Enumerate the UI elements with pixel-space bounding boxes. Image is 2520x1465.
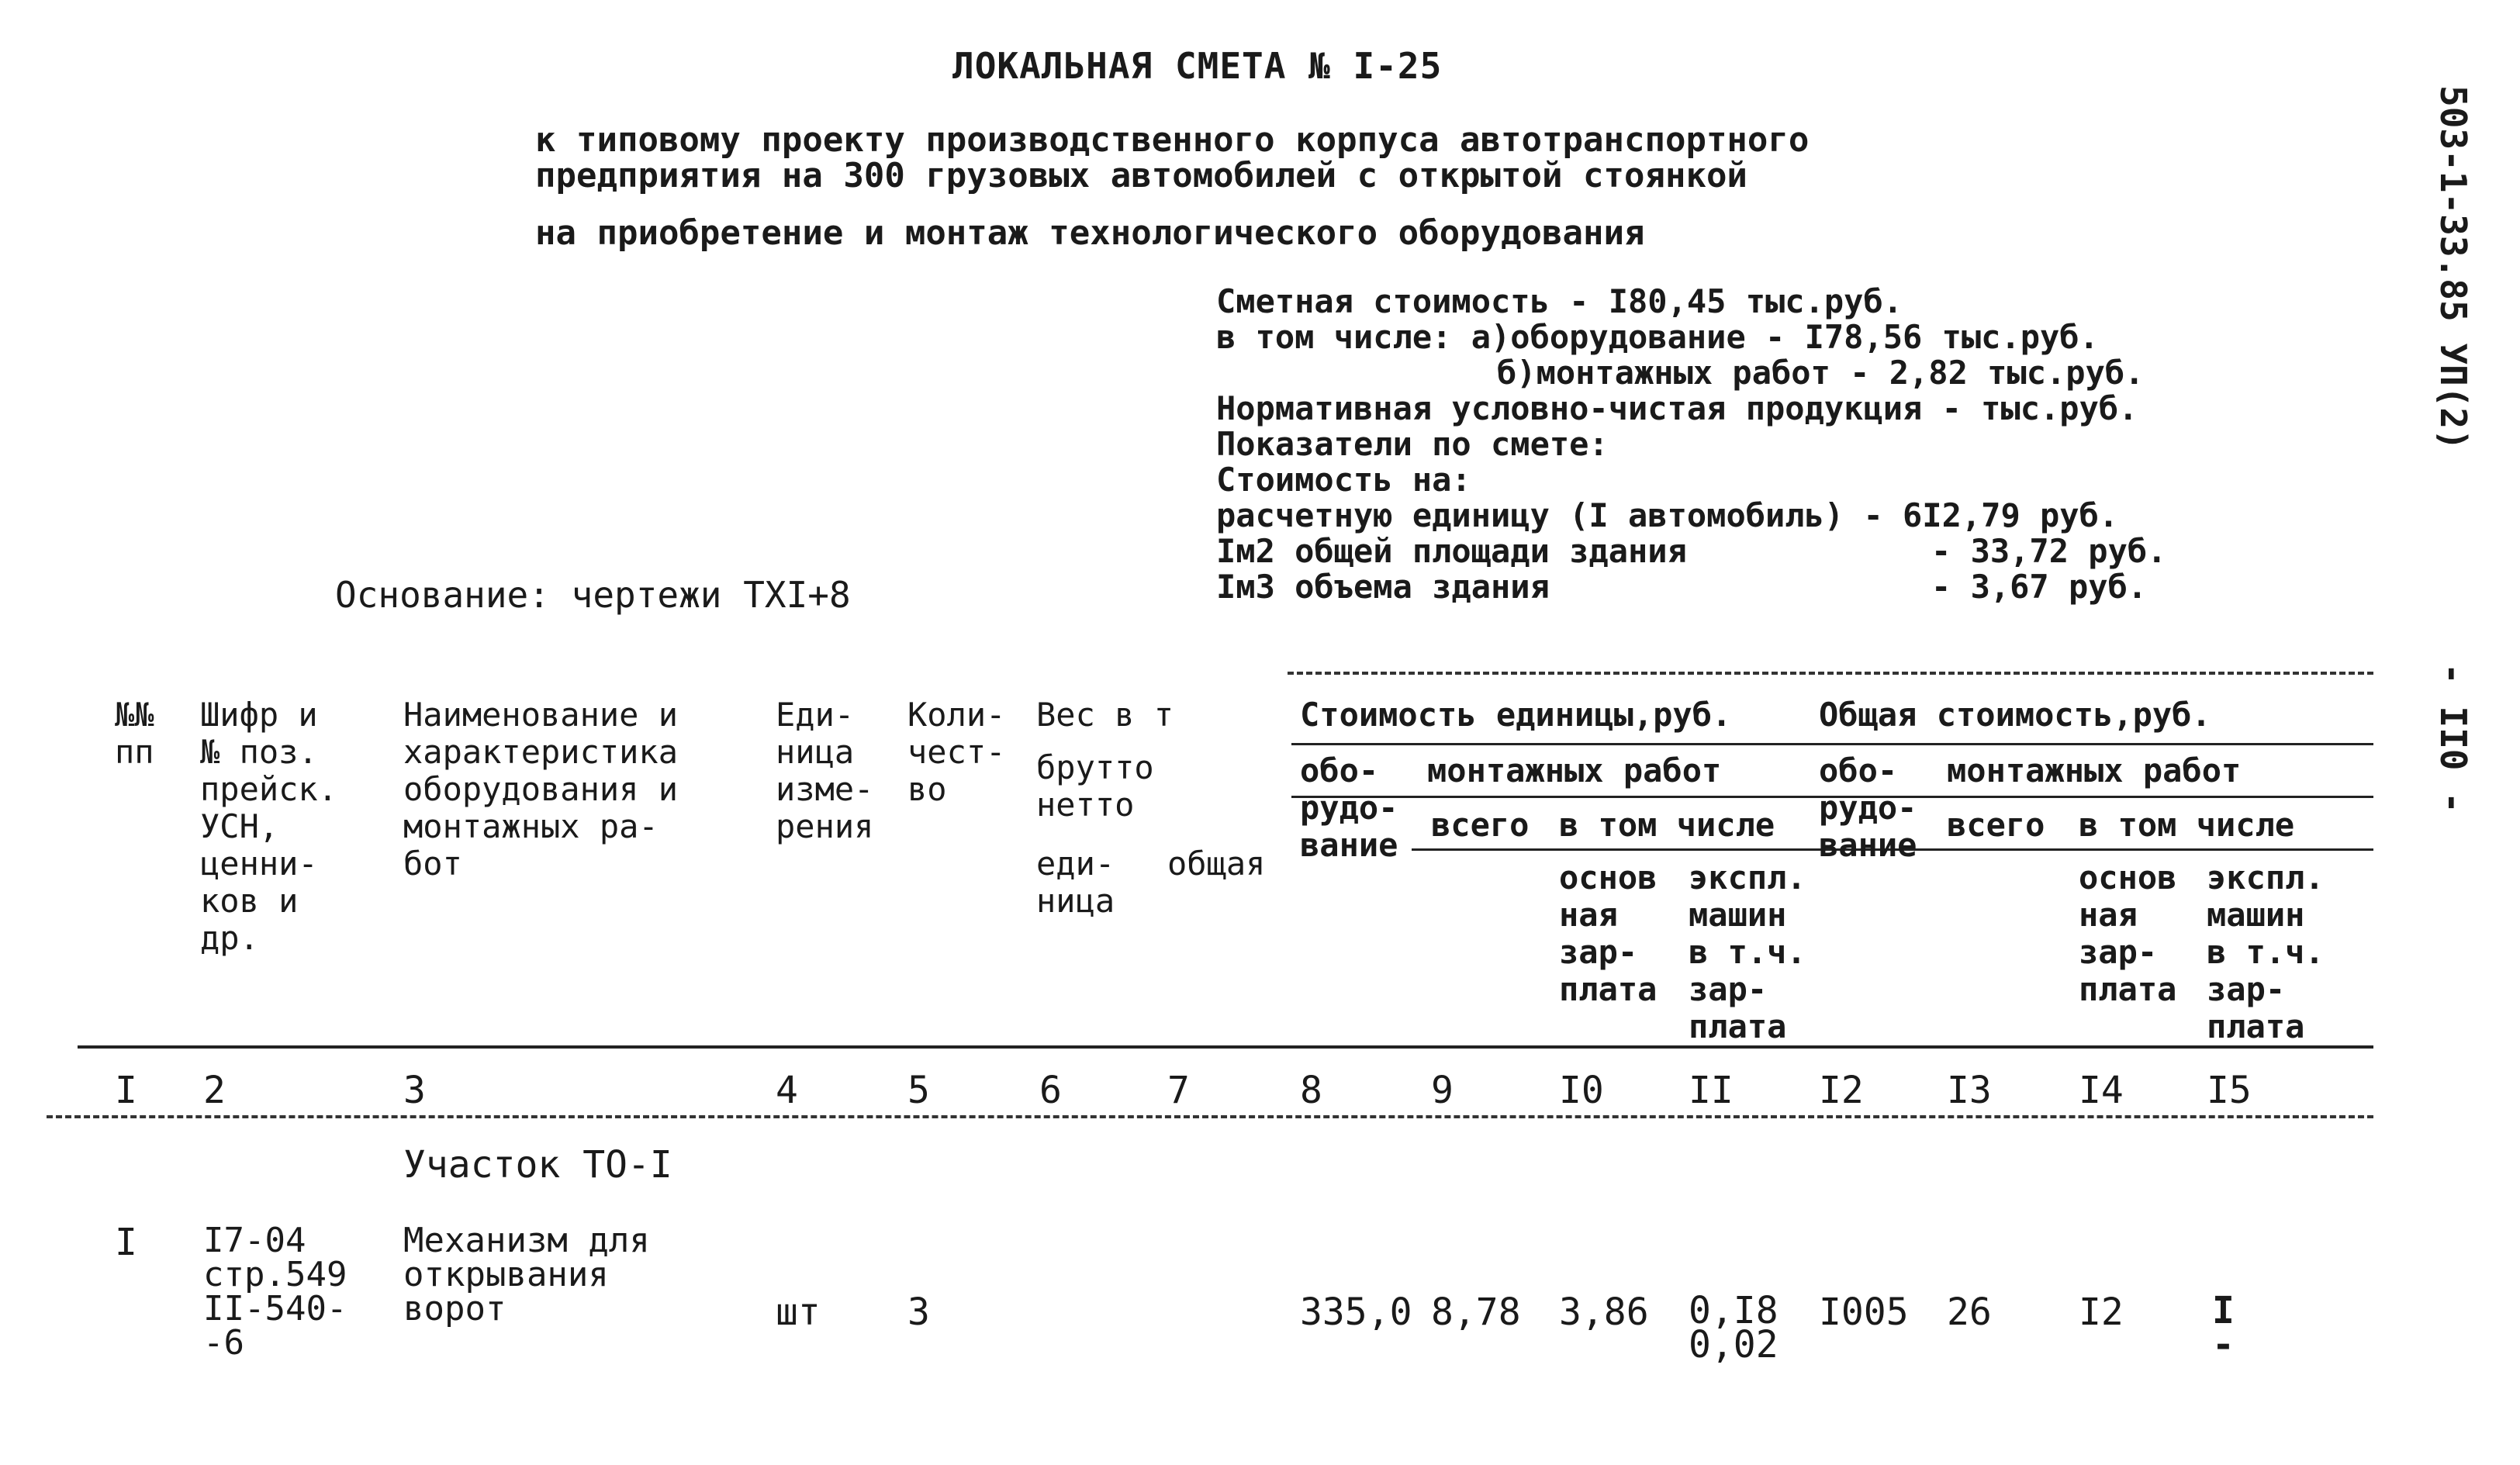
row-total-wage: I2 [2079,1291,2124,1334]
basis-drawings: Основание: чертежи ТХI+8 [335,574,851,616]
column-number: II [1689,1069,1734,1112]
row-name: Механизм для открывания ворот [403,1221,650,1329]
summary-estimate-cost: Сметная стоимость - I80,45 тыс.руб. [1216,282,1903,320]
header-weight: Вес в т [1036,696,1174,734]
row-total-mount-total: 26 [1947,1291,1992,1334]
header-weight-total: общая [1167,845,1266,883]
header-unit: Еди- ница изме- рения [776,696,874,845]
row-code: I7-04 стр.549 II-540- -6 [203,1221,347,1363]
summary-per-unit: расчетную единицу (I автомобиль) - 6I2,79 руб. [1216,496,2119,534]
header-name: Наименование и характеристика оборудования и монтажных ра- бот [403,696,679,883]
row-total-equipment: I005 [1819,1291,1909,1334]
summary-equipment: в том числе: а)оборудование - I78,56 тыс.руб. [1216,318,2099,356]
column-numbers-rule [47,1115,2373,1118]
column-number: 5 [907,1069,930,1112]
column-number: I2 [1819,1069,1864,1112]
row-unit-equipment: 335,0 [1300,1291,1412,1334]
summary-indicators: Показатели по смете: [1216,425,1609,463]
subtitle-line-2: предприятия на 300 грузовых автомобилей с открытой стоянкой [535,156,1747,195]
column-number: I4 [2079,1069,2124,1112]
rule-under-groups [1291,743,2373,745]
header-quantity: Коли- чест- во [907,696,1006,808]
header-unit-total: всего [1431,806,1530,844]
column-number: I [115,1069,137,1112]
header-total-wage: основ ная зар- плата [2079,859,2177,1008]
header-total-mounting: монтажных работ [1947,752,2242,790]
page-number: - II0 - [2432,663,2474,814]
row-unit: шт [776,1291,821,1334]
column-number: 2 [203,1069,226,1112]
header-unit-mounting: монтажных работ [1427,752,1722,790]
column-number: 7 [1167,1069,1190,1112]
column-number: 6 [1039,1069,1062,1112]
summary-per-m3-label: Iм3 объема здания [1216,568,1550,606]
document-title: ЛОКАЛЬНАЯ СМЕТА № I-25 [952,45,1443,87]
column-number: 9 [1431,1069,1454,1112]
column-number: I5 [2207,1069,2252,1112]
header-total-machines: экспл. машин в т.ч. зар- плата [2207,859,2325,1045]
summary-net-product: Нормативная условно-чистая продукция - тыс.руб. [1216,389,2138,427]
header-weight-gross-net: брутто нетто [1036,748,1154,824]
header-total-total: всего [1947,806,2045,844]
summary-per-m3-value: - 3,67 руб. [1931,568,2148,606]
header-total-including: в том числе [2079,806,2295,844]
summary-per-m2-value: - 33,72 руб. [1931,532,2167,570]
header-code: Шифр и № поз. прейск. УСН, ценни- ков и др. [200,696,338,957]
header-unit-wage: основ ная зар- плата [1559,859,1658,1008]
row-unit-wage: 3,86 [1559,1291,1649,1334]
row-number: I [115,1221,137,1264]
row-total-machines: I - [2212,1289,2235,1367]
column-number: I3 [1947,1069,1992,1112]
row-unit-machines: 0,I8 0,02 [1689,1289,1779,1367]
row-quantity: 3 [907,1291,930,1334]
header-unit-cost-group: Стоимость единицы,руб. [1300,696,1732,734]
header-row-number: №№ пп [115,696,154,771]
header-unit-machines: экспл. машин в т.ч. зар- плата [1689,859,1806,1045]
column-number: 4 [776,1069,798,1112]
summary-mounting: б)монтажных работ - 2,82 тыс.руб. [1497,354,2145,392]
summary-per-m2-label: Iм2 общей площади здания [1216,532,1687,570]
column-number: 8 [1300,1069,1322,1112]
header-unit-equipment: обо- рудо- вание [1300,752,1398,864]
column-number: 3 [403,1069,426,1112]
subtitle-line-1: к типовому проекту производственного корпуса автотранспортного [535,120,1810,160]
header-unit-including: в том числе [1559,806,1775,844]
subtitle-line-3: на приобретение и монтаж технологического оборудования [535,213,1645,253]
side-document-code: 503-1-33.85 УП(2) [2432,85,2474,451]
section-heading: Участок ТО-I [403,1143,672,1187]
header-total-cost-group: Общая стоимость,руб. [1819,696,2211,734]
header-weight-unit: еди- ница [1036,845,1115,920]
header-total-equipment: обо- рудо- вание [1819,752,1917,864]
column-number: I0 [1559,1069,1604,1112]
header-bottom-rule [78,1045,2373,1049]
row-unit-mount-total: 8,78 [1431,1291,1521,1334]
summary-cost-on: Стоимость на: [1216,461,1471,499]
table-top-rule [1288,672,2373,675]
